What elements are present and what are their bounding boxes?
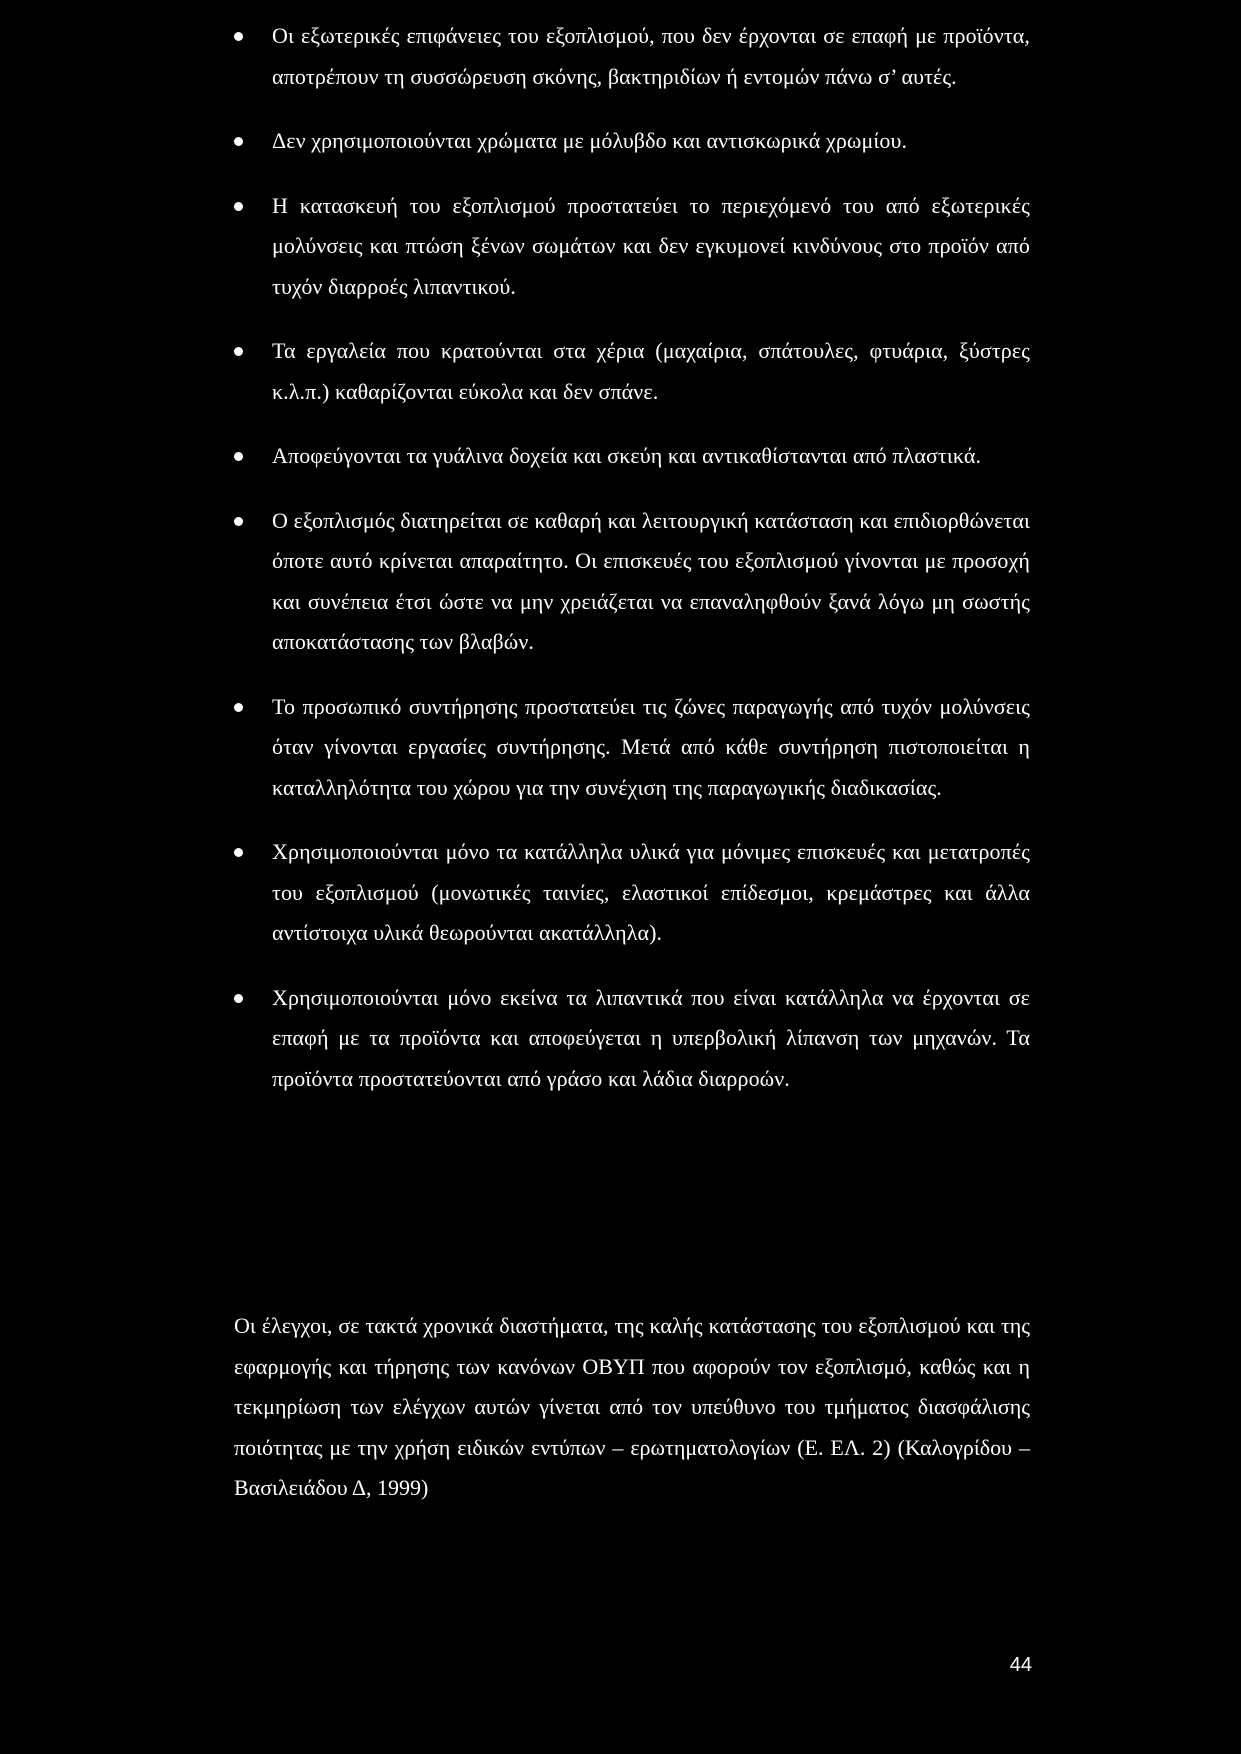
- bullet-item: [272, 832, 1030, 954]
- bullet-item: [272, 501, 1030, 663]
- closing-paragraph: Οι έλεγχοι, σε τακτά χρονικά διαστήματα, της καλής κατάστασης του εξοπλισμού και της εφαρμογής και τήρησης των κανόνων ΟΒΥΠ που αφορούν τον εξοπλισμό, καθώς και η τεκμηρίωση των ελέγχων αυτών γίνεται από τον υπεύθυνο του τμήματος διασφάλισης ποιότητας με την χρήση ειδικών εντύπων – ερωτηματολογίων (Ε. ΕΛ. 2) (Καλογρίδου – Βασιλειάδου Δ, 1999): [234, 1313, 1030, 1500]
- bullet-item: [272, 687, 1030, 809]
- bullet-item: [272, 186, 1030, 308]
- bullet-dot-icon: [234, 347, 243, 356]
- bullet-text: Χρησιμοποιούνται μόνο τα κατάλληλα υλικά για μόνιμες επισκευές και μετατροπές του εξοπλισμού (μονωτικές ταινίες, ελαστικοί επίδεσμοι, κρεμάστρες και άλλα αντίστοιχα υλικά θεωρούνται ακατάλληλα).: [272, 839, 1030, 945]
- bullet-text: Αποφεύγονται τα γυάλινα δοχεία και σκεύη και αντικαθίστανται από πλαστικά.: [272, 443, 982, 468]
- bullet-item: [272, 331, 1030, 412]
- bullet-dot-icon: [234, 703, 243, 712]
- page-number: 44: [1009, 1654, 1032, 1676]
- bullet-item: [272, 978, 1030, 1100]
- bullet-dot-icon: [234, 32, 243, 41]
- bullet-dot-icon: [234, 994, 243, 1003]
- bullet-list: [234, 16, 1030, 1123]
- bullet-text: Τα εργαλεία που κρατούνται στα χέρια (μαχαίρια, σπάτουλες, φτυάρια, ξύστρες κ.λ.π.) καθαρίζονται εύκολα και δεν σπάνε.: [272, 338, 1030, 404]
- bullet-dot-icon: [234, 848, 243, 857]
- bullet-item: [272, 121, 1030, 162]
- bullet-dot-icon: [234, 452, 243, 461]
- bullet-dot-icon: [234, 517, 243, 526]
- bullet-dot-icon: [234, 137, 243, 146]
- bullet-text: Χρησιμοποιούνται μόνο εκείνα τα λιπαντικά που είναι κατάλληλα να έρχονται σε επαφή με τα προϊόντα και αποφεύγεται η υπερβολική λίπανση των μηχανών. Τα προϊόντα προστατεύονται από γράσο και λάδια διαρροών.: [272, 984, 1030, 1091]
- bullet-item: [272, 436, 1030, 477]
- bullet-text: Ο εξοπλισμός διατηρείται σε καθαρή και λειτουργική κατάσταση και επιδιορθώνεται όποτε αυτό κρίνεται απαραίτητο. Οι επισκευές του εξοπλισμού γίνονται με προσοχή και συνέπεια έτσι ώστε να μην χρειάζεται να επαναληφθούν ξανά λόγω μη σωστής αποκατάστασης των βλαβών.: [272, 507, 1030, 654]
- bullet-item: [272, 16, 1030, 97]
- bullet-text: Το προσωπικό συντήρησης προστατεύει τις ζώνες παραγωγής από τυχόν μολύνσεις όταν γίνονται εργασίες συντήρησης. Μετά από κάθε συντήρηση πιστοποιείται η καταλληλότητα του χώρου για την συνέχιση της παραγωγικής διαδικασίας.: [272, 693, 1030, 800]
- bullet-dot-icon: [234, 202, 243, 211]
- bullet-text: Δεν χρησιμοποιούνται χρώματα με μόλυβδο και αντισκωρικά χρωμίου.: [272, 128, 908, 153]
- bullet-text: Η κατασκευή του εξοπλισμού προστατεύει το περιεχόμενό του από εξωτερικές μολύνσεις και πτώση ξένων σωμάτων και δεν εγκυμονεί κινδύνους στο προϊόν από τυχόν διαρροές λιπαντικού.: [272, 192, 1030, 299]
- bullet-text: Οι εξωτερικές επιφάνειες του εξοπλισμού, που δεν έρχονται σε επαφή με προϊόντα, αποτρέπουν τη συσσώρευση σκόνης, βακτηριδίων ή εντομών πάνω σ’ αυτές.: [272, 23, 1030, 89]
